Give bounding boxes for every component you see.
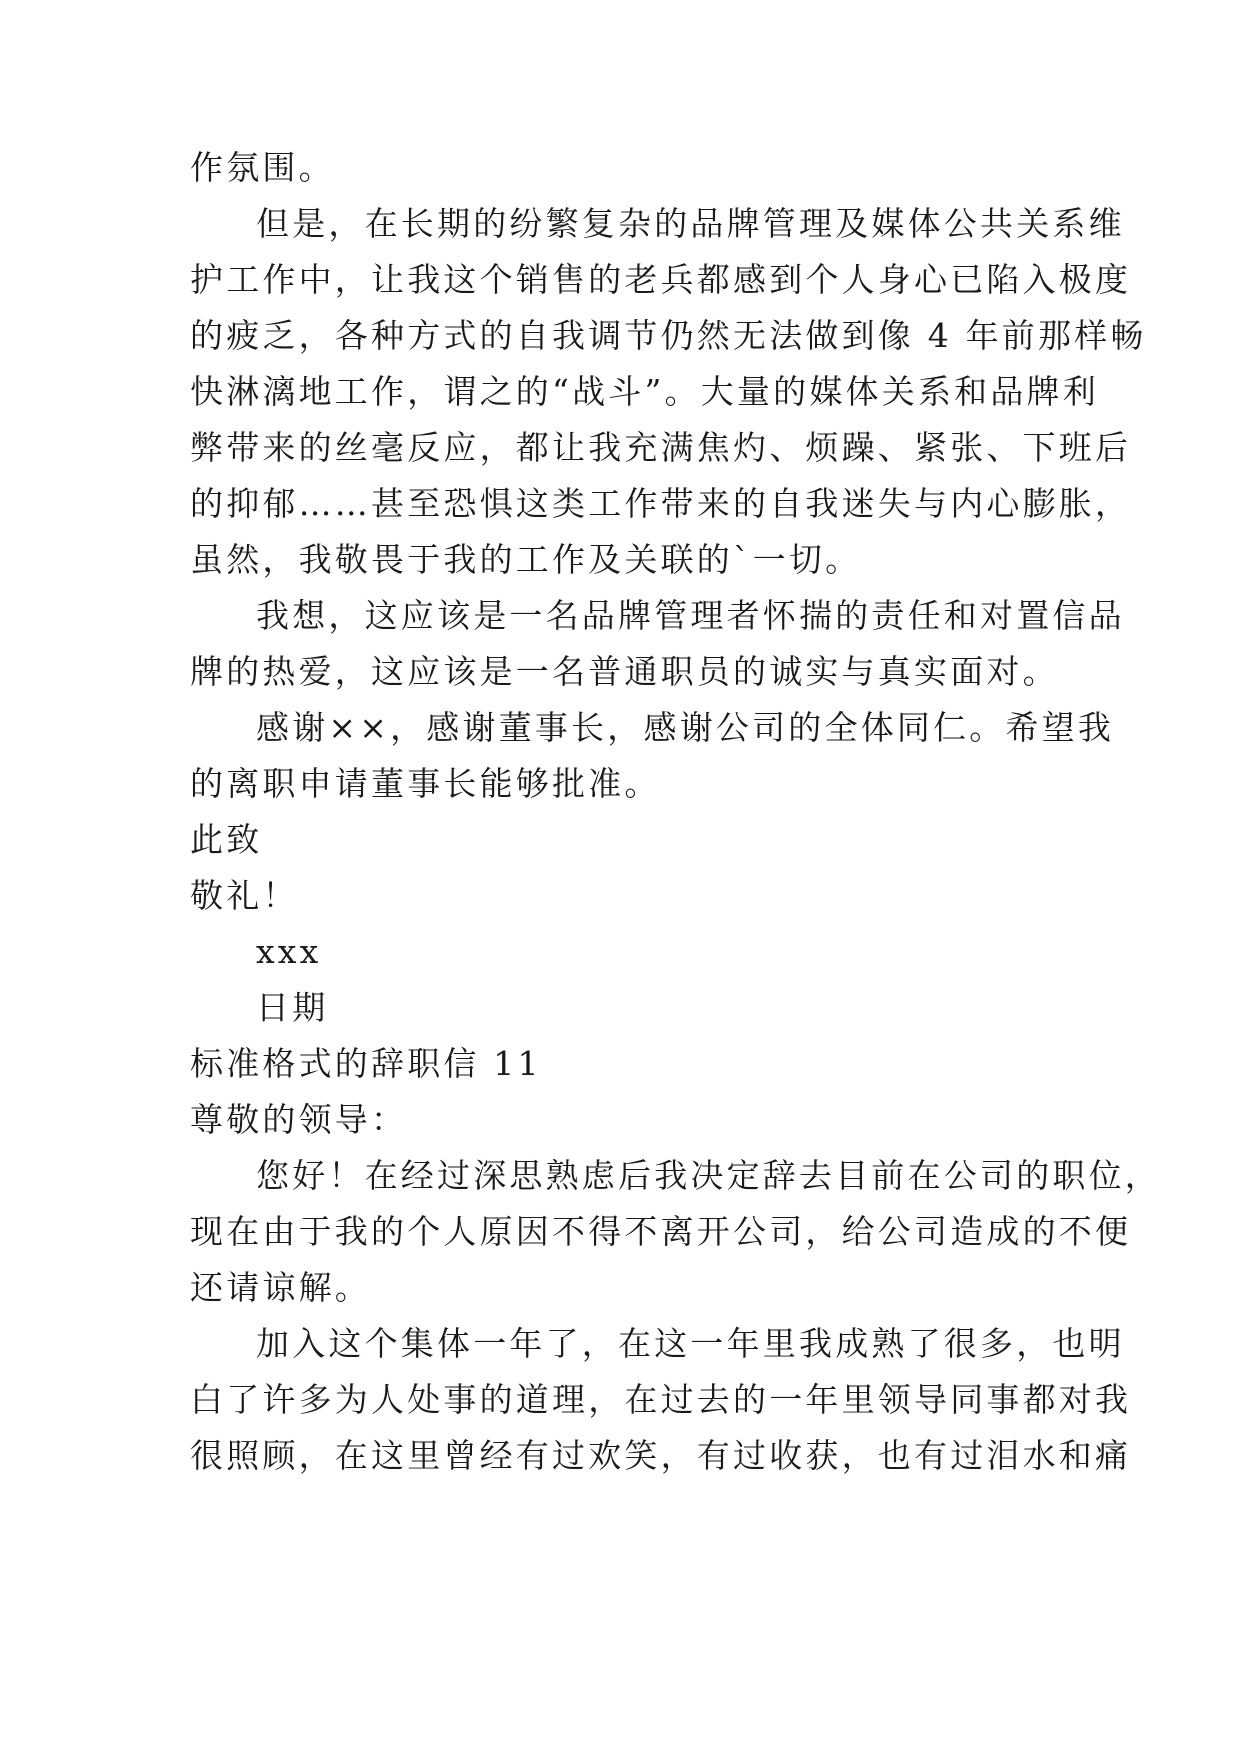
paragraph-line: 感谢××，感谢董事长，感谢公司的全体同仁。希望我 bbox=[256, 708, 1115, 747]
paragraph-line: 加入这个集体一年了，在这一年里我成熟了很多，也明 bbox=[256, 1324, 1125, 1363]
paragraph-line: 牌的热爱，这应该是一名普通职员的诚实与真实面对。 bbox=[190, 652, 1059, 691]
paragraph-line: 快淋漓地工作，谓之的“战斗”。大量的媒体关系和品牌利 bbox=[190, 372, 1099, 411]
paragraph-line: 您好！在经过深思熟虑后我决定辞去目前在公司的职位， bbox=[256, 1156, 1161, 1195]
paragraph-line: 的疲乏，各种方式的自我调节仍然无法做到像 4 年前那样畅 bbox=[190, 316, 1147, 355]
paragraph-line: 很照顾，在这里曾经有过欢笑，有过收获，也有过泪水和痛 bbox=[190, 1436, 1132, 1475]
paragraph-line: 护工作中，让我这个销售的老兵都感到个人身心已陷入极度 bbox=[190, 260, 1132, 299]
paragraph-line: 还请谅解。 bbox=[190, 1268, 371, 1307]
greeting: 尊敬的领导： bbox=[190, 1100, 408, 1139]
section-title: 标准格式的辞职信 11 bbox=[190, 1044, 542, 1083]
paragraph-line: 白了许多为人处事的道理，在过去的一年里领导同事都对我 bbox=[190, 1380, 1132, 1419]
signature-name: xxx bbox=[256, 932, 322, 971]
paragraph-line: 弊带来的丝毫反应，都让我充满焦灼、烦躁、紧张、下班后 bbox=[190, 428, 1132, 467]
paragraph-line: 我想，这应该是一名品牌管理者怀揣的责任和对置信品 bbox=[256, 596, 1125, 635]
paragraph-line: 现在由于我的个人原因不得不离开公司，给公司造成的不便 bbox=[190, 1212, 1132, 1251]
paragraph-line: 的抑郁……甚至恐惧这类工作带来的自我迷失与内心膨胀， bbox=[190, 484, 1132, 523]
paragraph-line: 的离职申请董事长能够批准。 bbox=[190, 764, 661, 803]
paragraph-line: 虽然，我敬畏于我的工作及关联的`一切。 bbox=[190, 540, 862, 579]
paragraph-line: 但是，在长期的纷繁复杂的品牌管理及媒体公共关系维 bbox=[256, 204, 1125, 243]
closing-salutation: 此致 bbox=[190, 820, 263, 859]
paragraph-line: 作氛围。 bbox=[190, 148, 335, 187]
signature-date: 日期 bbox=[256, 988, 329, 1027]
closing-regards: 敬礼！ bbox=[190, 876, 299, 915]
